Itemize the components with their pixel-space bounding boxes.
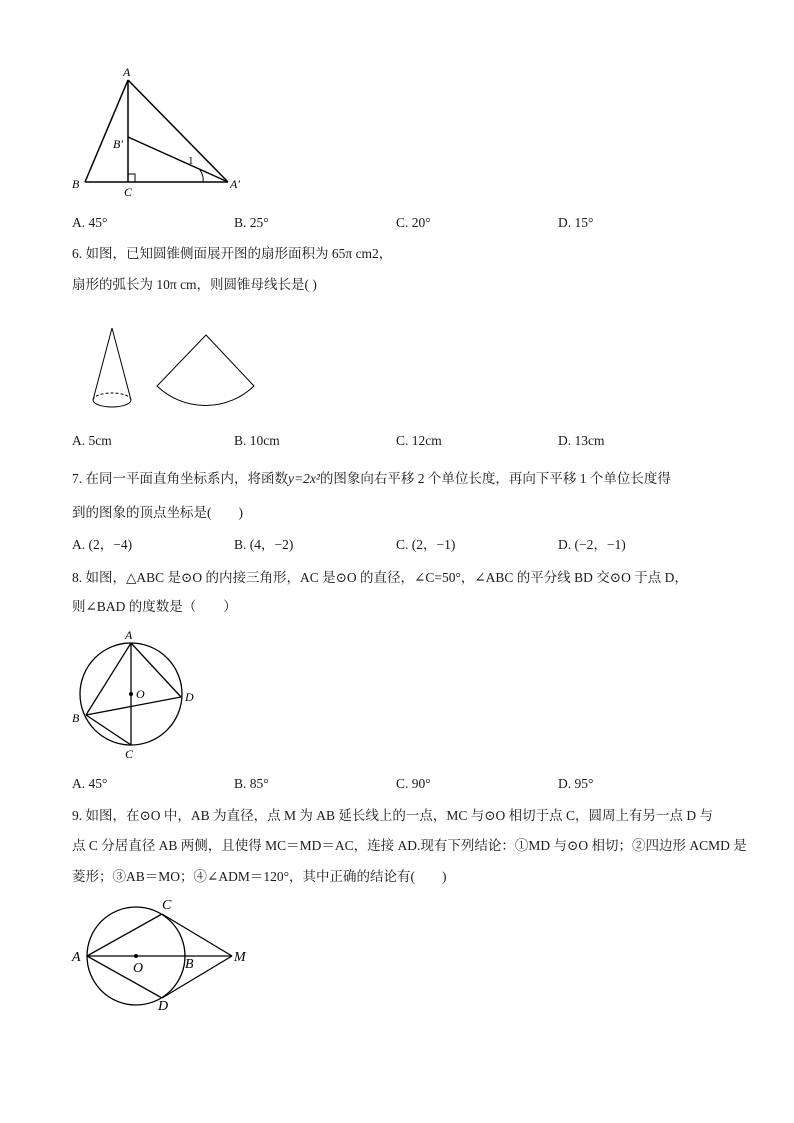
- q6-option-a[interactable]: A. 5cm: [72, 433, 112, 448]
- label-C: C: [162, 898, 172, 913]
- q6-option-c[interactable]: C. 12cm: [396, 433, 442, 448]
- label-M: M: [234, 950, 246, 965]
- q7-stem-line2: 到的图象的顶点坐标是( ): [72, 505, 243, 520]
- q6-stem-line1: 6. 如图，已知圆锥侧面展开图的扇形面积为 65π cm2，: [72, 246, 393, 261]
- q7-option-c[interactable]: C. (2，−1): [396, 537, 456, 552]
- label-D: D: [158, 999, 169, 1014]
- q9-stem-line2: 点 C 分居直径 AB 两侧，且使得 MC＝MD＝AC，连接 AD.现有下列结论：①MD 与⊙O 相切；②四边形 ACMD 是: [72, 838, 747, 853]
- q7-option-a[interactable]: A. (2，−4): [72, 537, 133, 552]
- label-B: B: [72, 177, 80, 191]
- q5-option-a[interactable]: A. 45°: [72, 215, 108, 230]
- chord-AB: [86, 643, 131, 715]
- q8-option-d[interactable]: D. 95°: [558, 776, 594, 791]
- figure-q8-circle: [66, 626, 206, 762]
- q8-option-b[interactable]: B. 85°: [234, 776, 269, 791]
- segment-AB: [85, 80, 128, 182]
- label-B: B: [72, 711, 80, 725]
- q9-stem-line3: 菱形；③AB＝MO；④∠ADM＝120°，其中正确的结论有( ): [72, 869, 447, 884]
- label-A: A: [123, 65, 131, 79]
- q7-option-b[interactable]: B. (4，−2): [234, 537, 294, 552]
- q8-stem-line2: 则∠BAD 的度数是（ ）: [72, 599, 237, 614]
- q6-option-b[interactable]: B. 10cm: [234, 433, 280, 448]
- label-1: 1: [188, 155, 194, 167]
- q7-stem-suffix: 的图象向右平移 2 个单位长度，再向下平移 1 个单位长度得: [319, 471, 671, 486]
- figure-q6-cone-and-sector: [84, 322, 264, 414]
- label-A: A: [125, 628, 133, 642]
- cone-left-edge: [93, 328, 112, 400]
- label-A': A′: [230, 177, 240, 191]
- center-point-O: [129, 692, 133, 696]
- q7-option-d[interactable]: D. (−2，−1): [558, 537, 626, 552]
- figure-q5-triangle: [60, 62, 260, 202]
- q8-option-a[interactable]: A. 45°: [72, 776, 108, 791]
- segment-AD: [87, 956, 162, 998]
- tangent-MC: [162, 914, 232, 956]
- figure-q9-circle-tangent: [66, 892, 266, 1018]
- segment-AC: [87, 914, 162, 956]
- q6-stem-line2: 扇形的弧长为 10π cm，则圆锥母线长是( ): [72, 277, 317, 292]
- label-A: A: [72, 950, 81, 965]
- label-O: O: [133, 961, 144, 976]
- cone-base-back: [93, 393, 131, 400]
- q5-option-d[interactable]: D. 15°: [558, 215, 594, 230]
- q7-function: y=2x²: [288, 471, 320, 486]
- label-O: O: [136, 687, 145, 701]
- center-point-O: [134, 954, 138, 958]
- angle-1-arc: [200, 170, 203, 182]
- cone-base-front: [93, 400, 131, 407]
- chord-BC: [86, 715, 131, 745]
- q8-option-c[interactable]: C. 90°: [396, 776, 431, 791]
- label-C: C: [124, 185, 133, 199]
- cone-right-edge: [112, 328, 131, 400]
- chord-BD: [86, 697, 181, 715]
- label-B: B: [185, 957, 194, 972]
- tangent-MD: [162, 956, 232, 998]
- q5-option-c[interactable]: C. 20°: [396, 215, 431, 230]
- segment-B'A': [128, 137, 228, 182]
- q8-stem-line1: 8. 如图，△ABC 是⊙O 的内接三角形，AC 是⊙O 的直径，∠C=50°，∠ABC 的平分线 BD 交⊙O 于点 D，: [72, 570, 688, 585]
- q5-option-b[interactable]: B. 25°: [234, 215, 269, 230]
- label-B': B′: [113, 137, 123, 151]
- segment-AA': [128, 80, 228, 182]
- q7-stem-line1: [72, 470, 671, 488]
- q6-option-d[interactable]: D. 13cm: [558, 433, 605, 448]
- sector-shape: [157, 335, 254, 406]
- q9-stem-line1: 9. 如图，在⊙O 中，AB 为直径，点 M 为 AB 延长线上的一点，MC 与⊙O 相切于点 C，圆周上有另一点 D 与: [72, 808, 714, 823]
- q7-stem-prefix: 7. 在同一平面直角坐标系内，将函数: [72, 471, 288, 486]
- label-C: C: [125, 747, 134, 761]
- right-angle-mark: [128, 174, 135, 182]
- label-D: D: [185, 690, 194, 704]
